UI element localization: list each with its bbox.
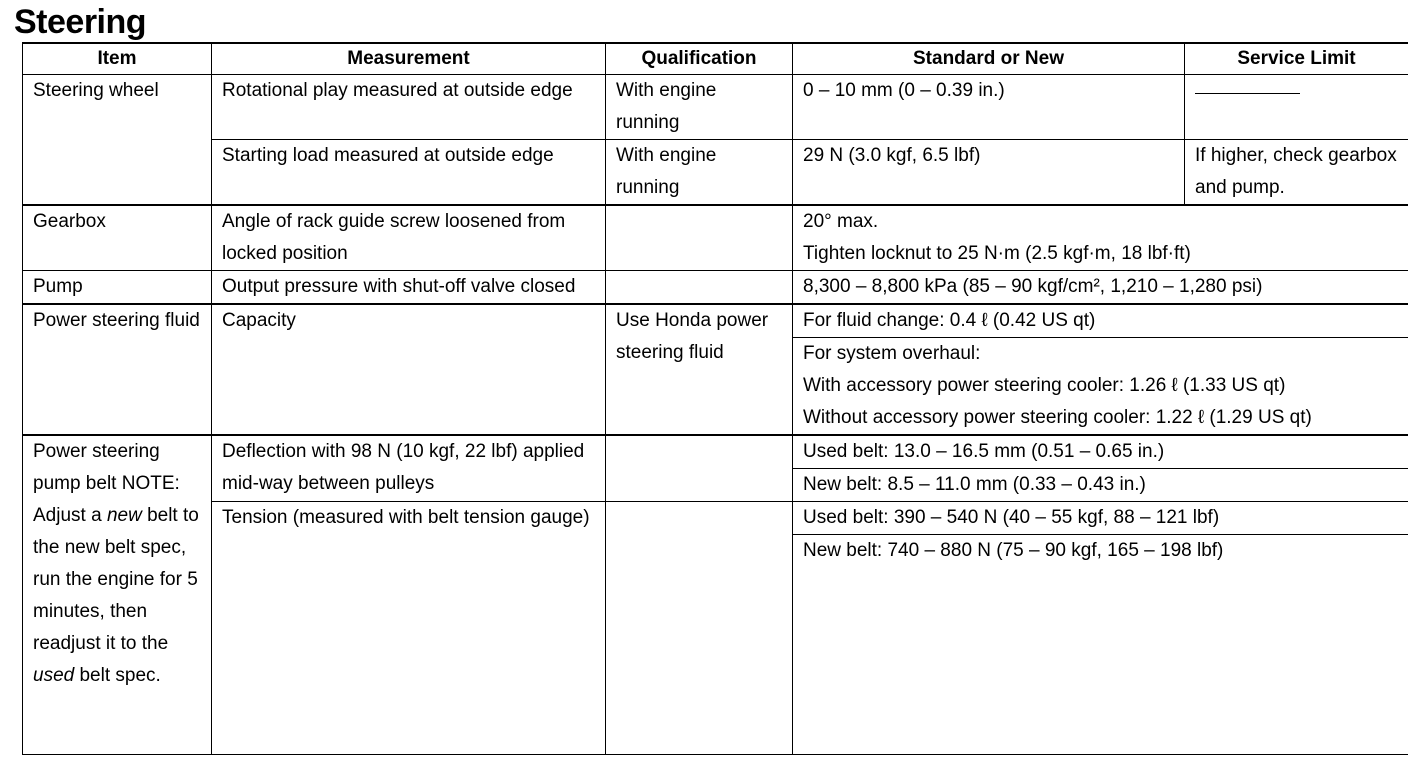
measurement-cell: Output pressure with shut-off valve closed — [212, 271, 606, 305]
item-fluid: Power steering fluid — [23, 304, 212, 435]
measurement-cell: Deflection with 98 N (10 kgf, 22 lbf) applied mid-way between pulleys — [212, 435, 606, 502]
standard-line: New belt: 740 – 880 N (75 – 90 kgf, 165 – 198 lbf) — [803, 540, 1224, 561]
service-limit-cell: If higher, check gearbox and pump. — [1185, 140, 1408, 206]
qualification-cell: With engine running — [606, 140, 793, 206]
item-belt — [23, 435, 212, 755]
standard-line: 20° max. — [803, 211, 879, 232]
table-row — [23, 205, 1408, 271]
table-row — [23, 304, 1408, 435]
standard-cell: 8,300 – 8,800 kPa (85 – 90 kgf/cm², 1,210 – 1,280 psi) — [793, 271, 1408, 305]
steering-spec-table — [22, 42, 1408, 755]
measurement-cell: Angle of rack guide screw loosened from locked position — [212, 205, 606, 271]
standard-line: With accessory power steering cooler: 1.26 ℓ (1.33 US qt) — [803, 375, 1286, 396]
standard-line: New belt: 8.5 – 11.0 mm (0.33 – 0.43 in.) — [803, 474, 1146, 495]
measurement-cell: Tension (measured with belt tension gauge) — [212, 502, 606, 755]
item-belt-note-mid: belt to the new belt spec, run the engine for 5 minutes, then readjust it to the — [33, 505, 199, 654]
item-belt-note-end: belt spec. — [79, 665, 161, 686]
standard-cell: 0 – 10 mm (0 – 0.39 in.) — [793, 75, 1185, 140]
table-row — [23, 502, 1408, 755]
header-standard: Standard or New — [793, 43, 1185, 75]
header-item: Item — [23, 43, 212, 75]
item-belt-note-new: new — [106, 505, 142, 526]
standard-cell: 29 N (3.0 kgf, 6.5 lbf) — [793, 140, 1185, 206]
standard-subrow — [793, 534, 1408, 567]
standard-cell — [793, 502, 1408, 755]
standard-line: For system overhaul: — [803, 343, 981, 364]
service-limit-dash — [1195, 93, 1300, 94]
item-belt-label: Power steering pump belt — [33, 441, 160, 494]
standard-cell — [793, 304, 1408, 435]
standard-line: Tighten locknut to 25 N·m (2.5 kgf·m, 18 lbf·ft) — [803, 243, 1191, 264]
qualification-cell: Use Honda power steering fluid — [606, 304, 793, 435]
qualification-cell — [606, 502, 793, 755]
standard-cell — [793, 435, 1408, 502]
header-service-limit: Service Limit — [1185, 43, 1408, 75]
table-row — [23, 140, 1408, 206]
item-belt-note-used: used — [33, 665, 75, 686]
qualification-cell — [606, 435, 793, 502]
table-header-row — [23, 43, 1408, 75]
item-belt-note: NOTE: Adjust a — [33, 473, 180, 526]
table-row — [23, 75, 1408, 140]
measurement-cell: Starting load measured at outside edge — [212, 140, 606, 206]
service-limit-cell — [1185, 75, 1408, 140]
page-title: Steering — [14, 3, 147, 41]
qualification-cell — [606, 271, 793, 305]
header-measurement: Measurement — [212, 43, 606, 75]
measurement-cell: Capacity — [212, 304, 606, 435]
item-pump: Pump — [23, 271, 212, 305]
standard-line: Used belt: 390 – 540 N (40 – 55 kgf, 88 – 121 lbf) — [803, 507, 1220, 528]
standard-line: Used belt: 13.0 – 16.5 mm (0.51 – 0.65 in.) — [803, 441, 1165, 462]
table-row — [23, 271, 1408, 305]
header-qualification: Qualification — [606, 43, 793, 75]
standard-cell — [793, 205, 1408, 271]
qualification-cell — [606, 205, 793, 271]
table-row — [23, 435, 1408, 502]
qualification-cell: With engine running — [606, 75, 793, 140]
item-gearbox: Gearbox — [23, 205, 212, 271]
standard-line: Without accessory power steering cooler: 1.22 ℓ (1.29 US qt) — [803, 407, 1312, 428]
standard-subrow — [793, 468, 1408, 501]
measurement-cell: Rotational play measured at outside edge — [212, 75, 606, 140]
standard-line: For fluid change: 0.4 ℓ (0.42 US qt) — [803, 310, 1096, 331]
standard-subrow — [793, 337, 1408, 434]
item-steering-wheel: Steering wheel — [23, 75, 212, 206]
